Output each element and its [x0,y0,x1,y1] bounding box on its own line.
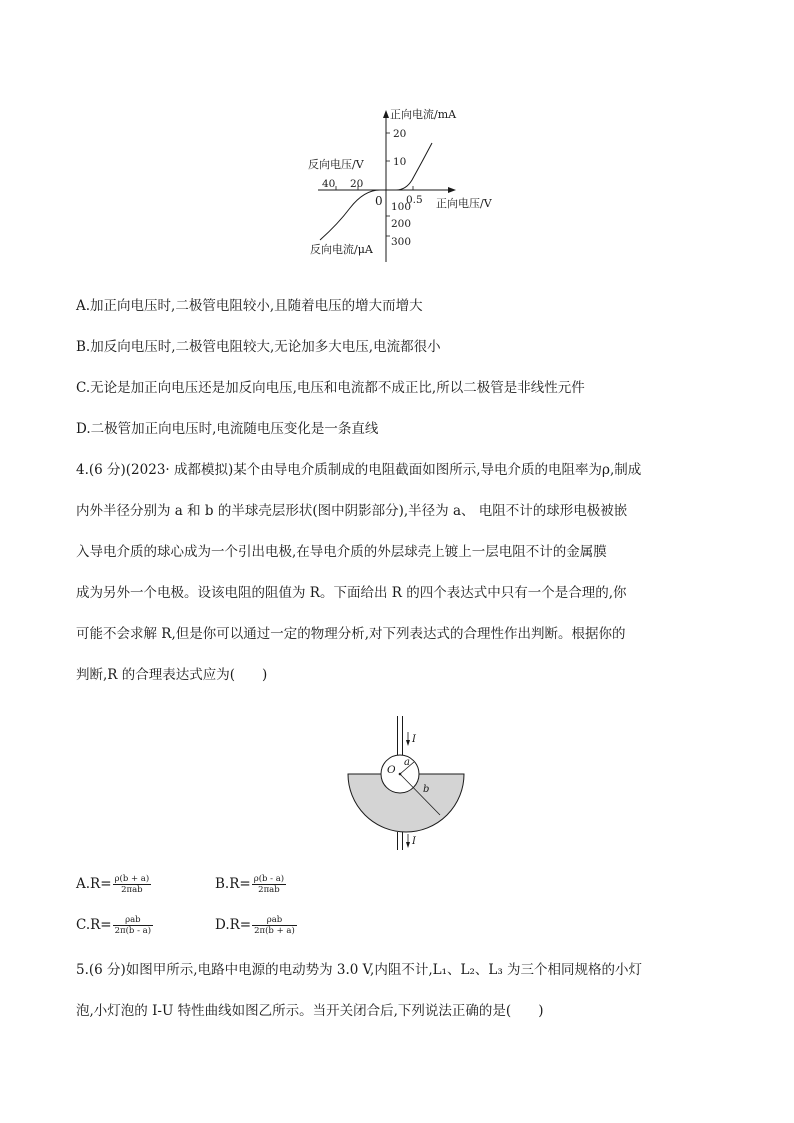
q3-option-b: B.加反向电压时,二极管电阻较大,无论加多大电压,电流都很小 [76,339,441,355]
center-dot [399,773,402,776]
y-tick-10: 10 [393,156,407,168]
y-label-bottom: 反向电流/μA [310,243,373,256]
y-tick-200: 200 [391,218,412,230]
q4-line-1: 4.(6 分)(2023· 成都模拟)某个由导电介质制成的电阻截面如图所示,导电介质的电阻率为ρ,制成 [76,462,642,478]
q4-option-a-numerator: ρ(b + a) [114,874,150,884]
y-axis-arrow [383,110,389,118]
y-tick-300: 300 [391,236,412,248]
q4-line-5: 可能不会求解 R,但是你可以通过一定的物理分析,对下列表达式的合理性作出判断。根据你的 [76,626,626,642]
diode-iv-graph [300,100,500,265]
x-axis-arrow [448,187,456,193]
q4-option-b-fraction [252,874,286,895]
q3-option-c: C.无论是加正向电压还是加反向电压,电压和电流都不成正比,所以二极管是非线性元件 [76,380,585,396]
q4-line-6: 判断,R 的合理表达式应为( ) [76,667,268,683]
y-tick-20: 20 [393,128,407,140]
q4-option-d-denominator: 2π(b + a) [254,926,295,936]
q4-option-b [215,874,286,895]
q4-option-d-numerator: ρab [252,915,297,926]
hemisphere-resistor-figure [340,712,480,854]
q4-line-3: 入导电介质的球心成为一个引出电极,在导电介质的外层球壳上镀上一层电阻不计的金属膜 [76,544,607,560]
q4-option-d [215,915,297,936]
x-tick-20: 20 [350,178,364,190]
q4-option-d-fraction [252,915,297,936]
origin-label: 0 [375,194,383,208]
q4-option-b-prefix: B.R= [215,876,251,892]
radius-b-label: b [423,784,430,795]
q4-option-a-prefix: A.R= [76,876,112,892]
current-arrow-top-head [406,740,410,746]
q4-option-a-fraction [113,874,152,895]
q4-option-c-numerator: ρab [113,915,153,926]
q5-line-2: 泡,小灯泡的 I-U 特性曲线如图乙所示。当开关闭合后,下列说法正确的是( ) [76,1003,544,1019]
q4-option-c-fraction [113,915,153,936]
q4-option-b-denominator: 2πab [258,885,280,895]
current-arrow-bottom-head [406,842,410,848]
q3-option-a: A.加正向电压时,二极管电阻较小,且随着电压的增大而增大 [76,298,423,314]
x-label-left: 反向电压/V [308,158,364,171]
reverse-curve [320,190,380,240]
q4-option-a-denominator: 2πab [121,885,143,895]
q4-line-4: 成为另外一个电极。设该电阻的阻值为 R。下面给出 R 的四个表达式中只有一个是合理的,你 [76,585,627,601]
q5-line-1: 5.(6 分)如图甲所示,电路中电源的电动势为 3.0 V,内阻不计,L₁、L₂、L₃ 为三个相同规格的小灯 [76,962,643,978]
q4-option-c-prefix: C.R= [76,917,112,933]
x-tick-40: 40 [322,178,336,190]
q4-option-b-numerator: ρ(b - a) [253,874,285,884]
q4-line-2: 内外半径分别为 a 和 b 的半球壳层形状(图中阴影部分),半径为 a、 电阻不计的球形电极被嵌 [76,503,628,519]
q4-option-a [76,874,151,895]
current-label-top: I [412,734,416,745]
q3-option-d: D.二极管加正向电压时,电流随电压变化是一条直线 [76,421,379,437]
center-label: O [387,764,396,776]
current-label-bottom: I [412,836,416,847]
x-label-right: 正向电压/V [436,197,492,210]
q4-option-d-prefix: D.R= [215,917,252,933]
x-tick-0.5: 0.5 [406,194,423,206]
q4-option-c [76,915,153,936]
radius-a-label: a [404,757,410,768]
y-tick-100: 100 [391,201,412,213]
q4-option-c-denominator: 2π(b - a) [114,926,152,936]
y-label-top: 正向电流/mA [390,108,457,121]
